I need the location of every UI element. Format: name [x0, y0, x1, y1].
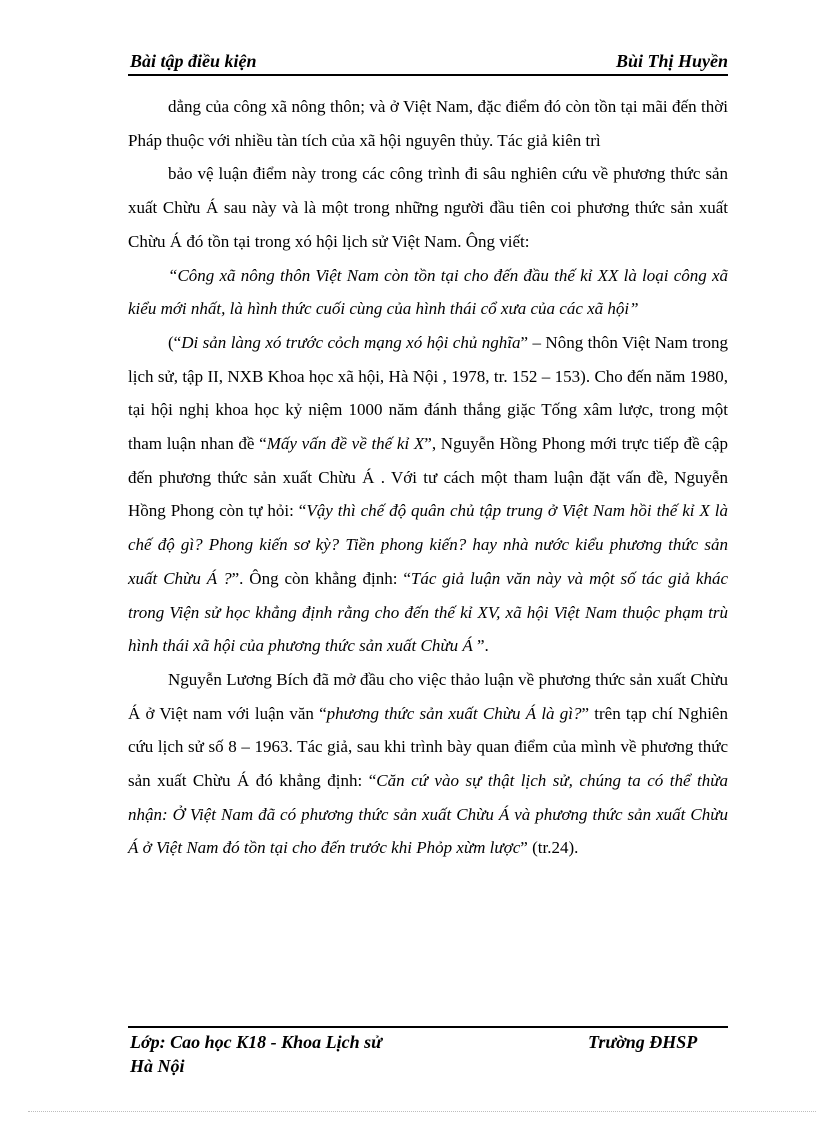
header-author: Bùi Thị Huyền [615, 51, 728, 71]
p4-title-2: Mấy vấn đề về thế kỉ X [266, 434, 425, 454]
p5-text-c: ” (tr.24). [520, 838, 579, 858]
footer-school: Trường ĐHSP [588, 1032, 698, 1052]
p5-quote: Căn cứ vào sự thật lịch sử, chúng ta có thể thừa nhận: Ở Việt Nam đã có phương thức sản xuất Chừu Á và phương thức sản xuất Chừu Á ở Việt Nam đó tồn tại cho đến trước khi Phỏp xừm lược [128, 771, 728, 858]
p5-title: phương thức sản xuất Chừu Á là gì? [326, 703, 582, 723]
footer-rule [128, 1026, 728, 1028]
p4-title: Di sản làng xó trước cỏch mạng xó hội chủ nghĩa [181, 332, 521, 352]
footer-city: Hà Nội [130, 1056, 185, 1076]
p4-quote-1: Vậy thì chế độ quân chủ tập trung ở Việt Nam hồi thế kỉ X là chế độ gì? Phong kiến sơ kỳ? Tiền phong kiến? hay nhà nước kiểu phương thức sản xuất Chừu Á ? [128, 501, 728, 588]
p4-text-b: ”, Nguyễn Hồng Phong mới trực tiếp đề cập đến phương thức sản xuất Chừu Á . Với tư cách một tham luận đặt vấn đề, Nguyễn Hồng Phong còn tự hỏi: “ [128, 434, 729, 521]
quote-1: “Công xã nông thôn Việt Nam còn tồn tại cho đến đầu thế kỉ XX là loại công xã kiểu mới nhất, là hình thức cuối cùng của hình thái cổ xưa của các xã hội” [128, 265, 728, 319]
header-rule [128, 74, 728, 76]
paragraph-2: bảo vệ luận điểm này trong các công trình đi sâu nghiên cứu về phương thức sản xuất Chừu Á sau này và là một trong những người đầu tiên coi phương thức sản xuất Chừu Á đó tồn tại trong xó hội lịch sử Việt Nam. Ông viết: [128, 164, 728, 251]
document-body [128, 90, 728, 865]
page-bottom-dotted-line [28, 1111, 816, 1112]
p4-quote-2: Tác giả luận văn này và một số tác giả khác trong Viện sử học khẳng định rằng cho đến thế kỉ XV, xã hội Việt Nam thuộc phạm trù hình thái xã hội của phương thức sản xuất Chừu Á [128, 568, 729, 656]
paragraph-5 [128, 663, 728, 865]
p4-open: (“ [168, 332, 182, 352]
page-header [128, 50, 728, 74]
footer-class: Lớp: Cao học K18 - Khoa Lịch sử [130, 1032, 382, 1052]
p5-text-a: Nguyễn Lương Bích đã mở đầu cho việc thảo luận về phương thức sản xuất Chừu Á ở Việt nam với luận văn “ [128, 669, 728, 723]
p5-text-b: ” trên tạp chí Nghiên cứu lịch sử số 8 – 1963. Tác giả, sau khi trình bày quan điểm của mình về phương thức sản xuất Chừu Á đó khẳng định: “ [128, 703, 728, 791]
p4-text-c: ”. Ông còn khẳng định: “ [231, 568, 411, 588]
paragraph-4 [128, 326, 728, 663]
p4-text-d: ”. [472, 636, 489, 656]
paragraph-1: dẳng của công xã nông thôn; và ở Việt Nam, đặc điểm đó còn tồn tại mãi đến thời Pháp thuộc với nhiều tàn tích của xã hội nguyên thủy. Tác giả kiên trì [128, 97, 728, 150]
header-left-title: Bài tập điều kiện [130, 51, 257, 71]
p4-text-a: ” – Nông thôn Việt Nam trong lịch sử, tập II, NXB Khoa học xã hội, Hà Nội , 1978, tr. 152 – 153). Cho đến năm 1980, tại hội nghị khoa học kỷ niệm 1000 năm đánh thắng giặc Tống xâm lược, trong một tham luận nhan đề “ [128, 332, 728, 454]
